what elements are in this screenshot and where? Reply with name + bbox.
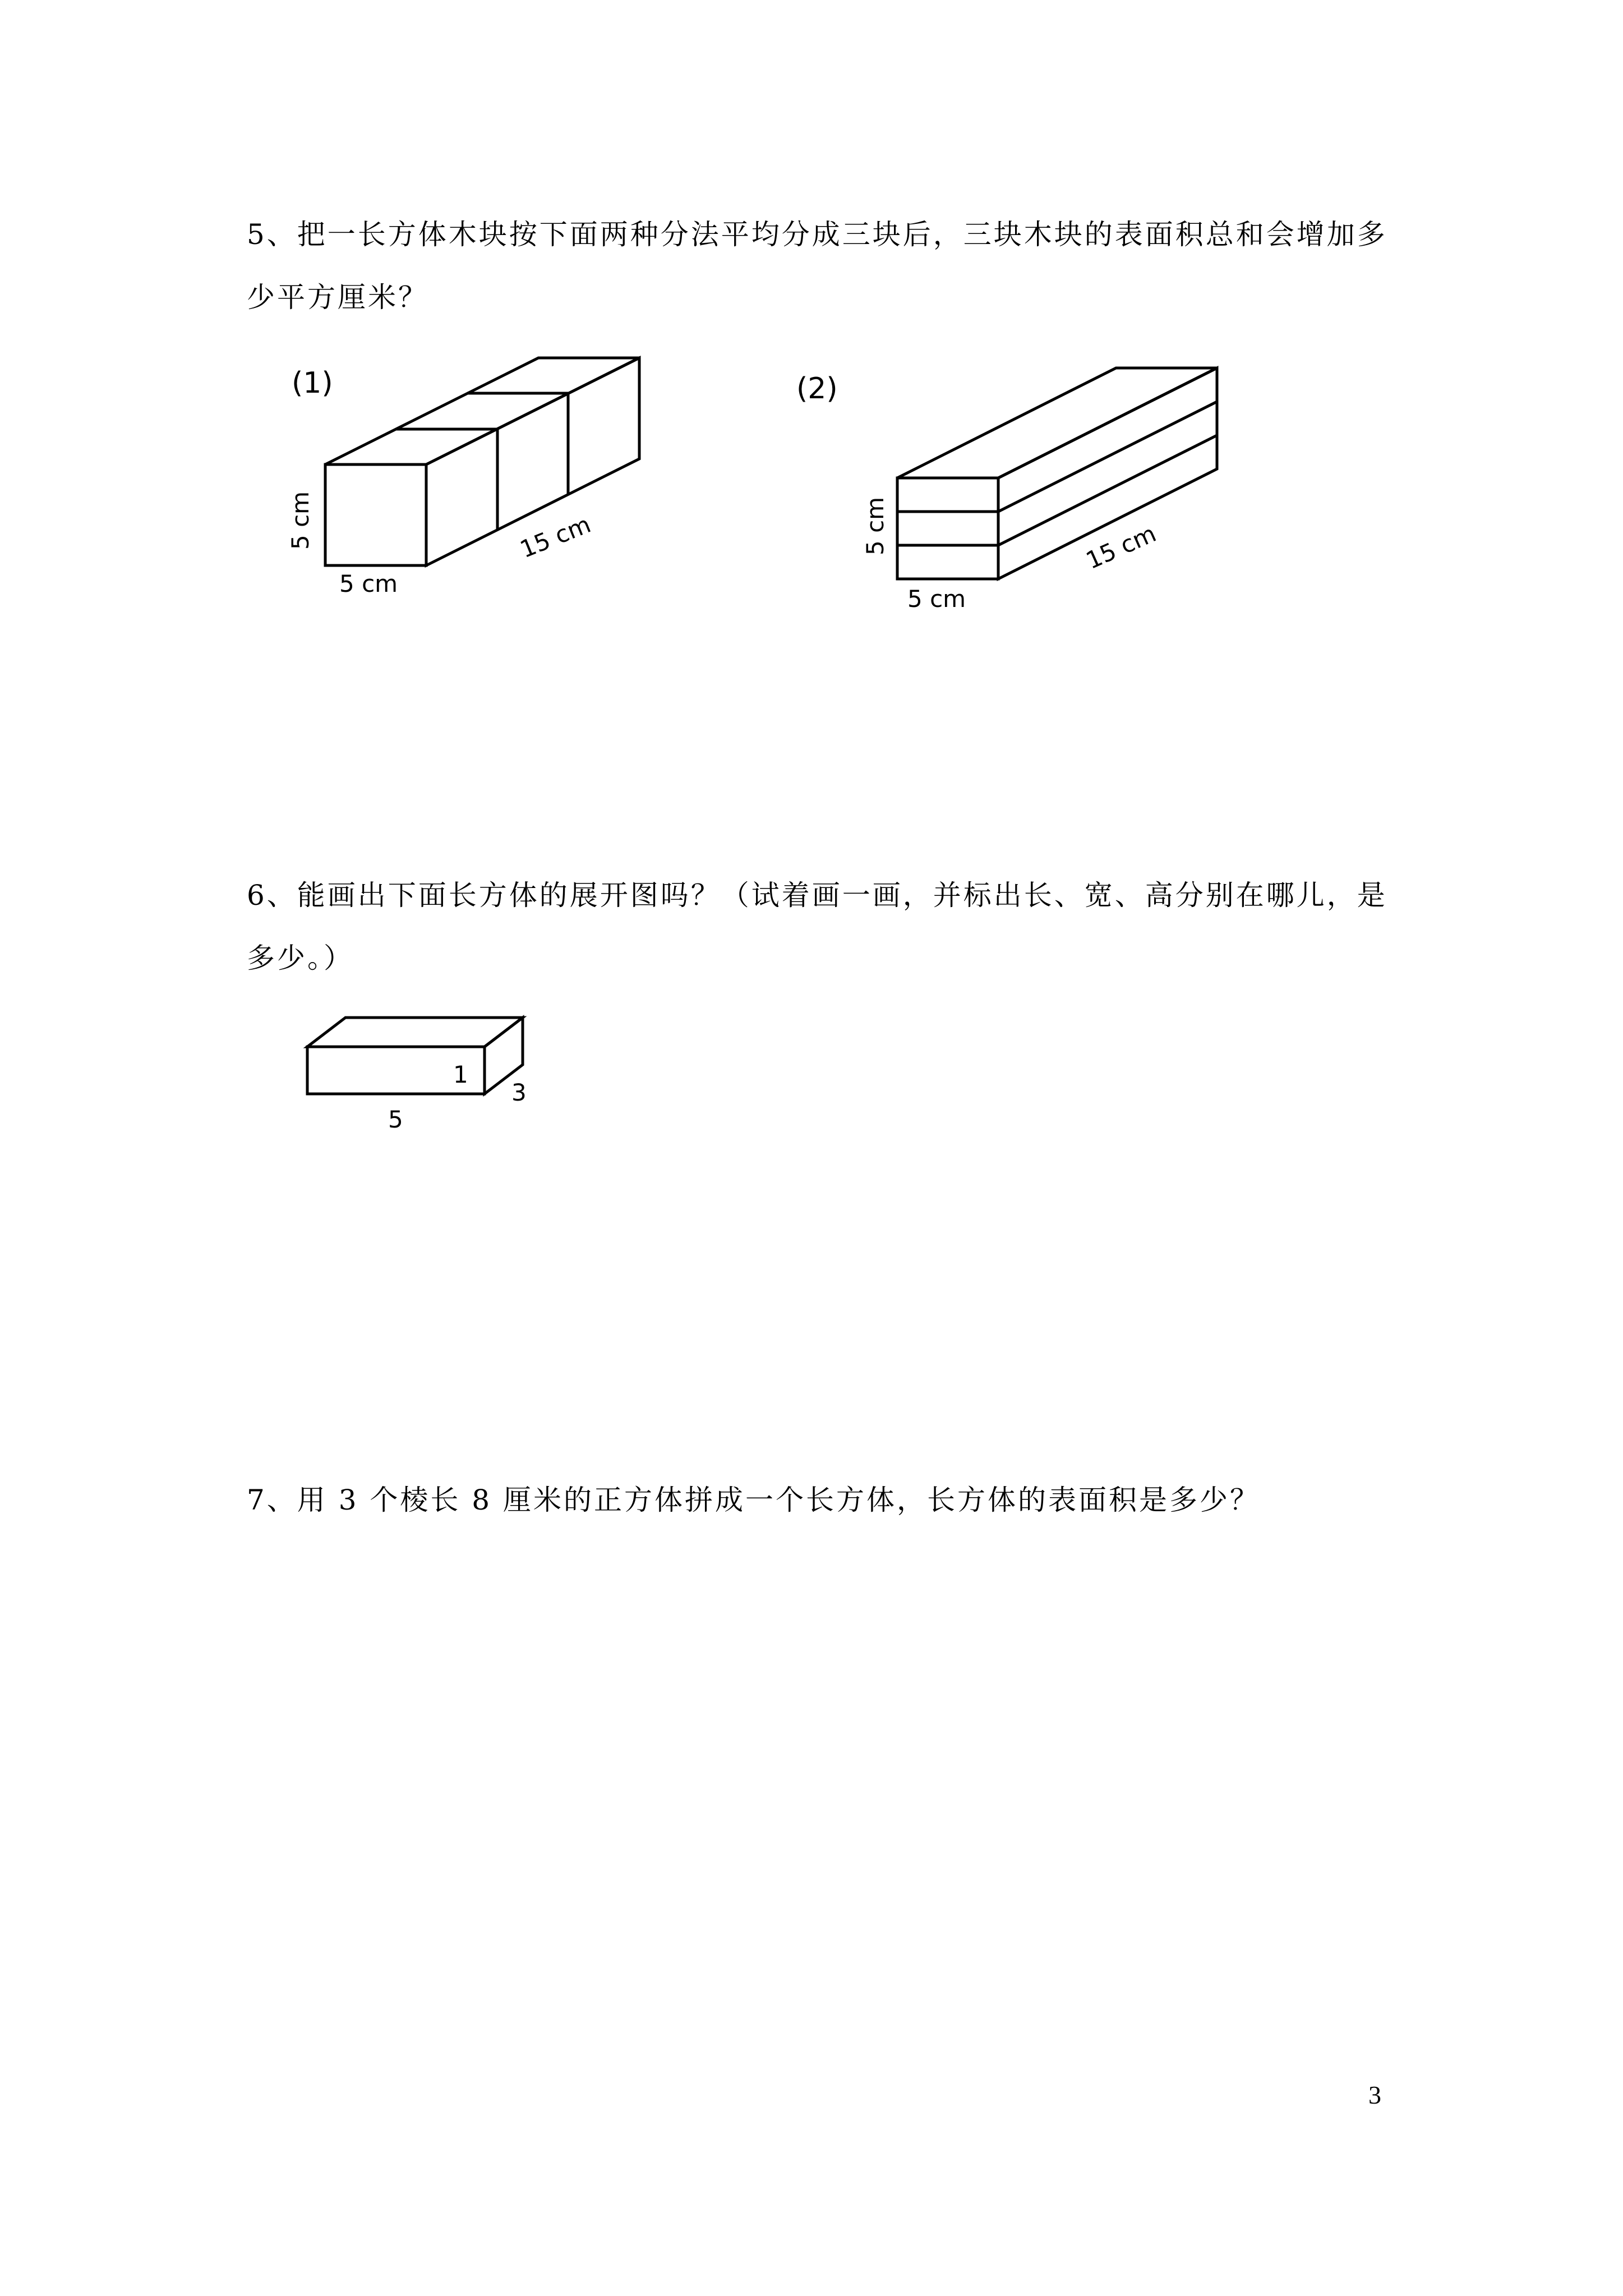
page-number: 3: [1368, 2081, 1381, 2109]
question-5-text: 5、把一长方体木块按下面两种分法平均分成三块后，三块木块的表面积总和会增加多少平方厘米？: [247, 218, 1387, 314]
question-7-text: 7、用 3 个棱长 8 厘米的正方体拼成一个长方体，长方体的表面积是多少？: [247, 1484, 1261, 1516]
figure-2-cuboid-cut-slabs: [780, 348, 1228, 628]
fig2-top-face: [897, 368, 1217, 478]
figure-1-cuboid-cut-cubes: [280, 337, 684, 617]
fig3-height-label: 1: [453, 1061, 468, 1088]
fig2-side-cut-2: [998, 435, 1217, 545]
fig2-side-cut-1: [998, 402, 1217, 512]
fig3-depth-label: 3: [511, 1079, 527, 1106]
fig1-label: (1): [292, 366, 333, 400]
question-6-text: 6、能画出下面长方体的展开图吗？（试着画一画，并标出长、宽、高分别在哪儿，是多少。）: [247, 879, 1387, 974]
fig1-height-label: 5 cm: [287, 491, 314, 550]
fig2-width-label: 5 cm: [907, 585, 966, 613]
fig3-length-label: 5: [388, 1106, 403, 1133]
figure-3-flat-cuboid: [292, 993, 561, 1144]
fig2-front-face: [897, 478, 998, 579]
fig2-height-label: 5 cm: [861, 496, 889, 555]
fig1-width-label: 5 cm: [339, 570, 398, 597]
fig1-top-face: [325, 358, 639, 464]
fig2-length-label: 15 cm: [1082, 519, 1160, 575]
fig1-length-label: 15 cm: [516, 510, 595, 564]
fig1-front-face: [325, 464, 426, 565]
fig2-label: (2): [796, 372, 838, 406]
